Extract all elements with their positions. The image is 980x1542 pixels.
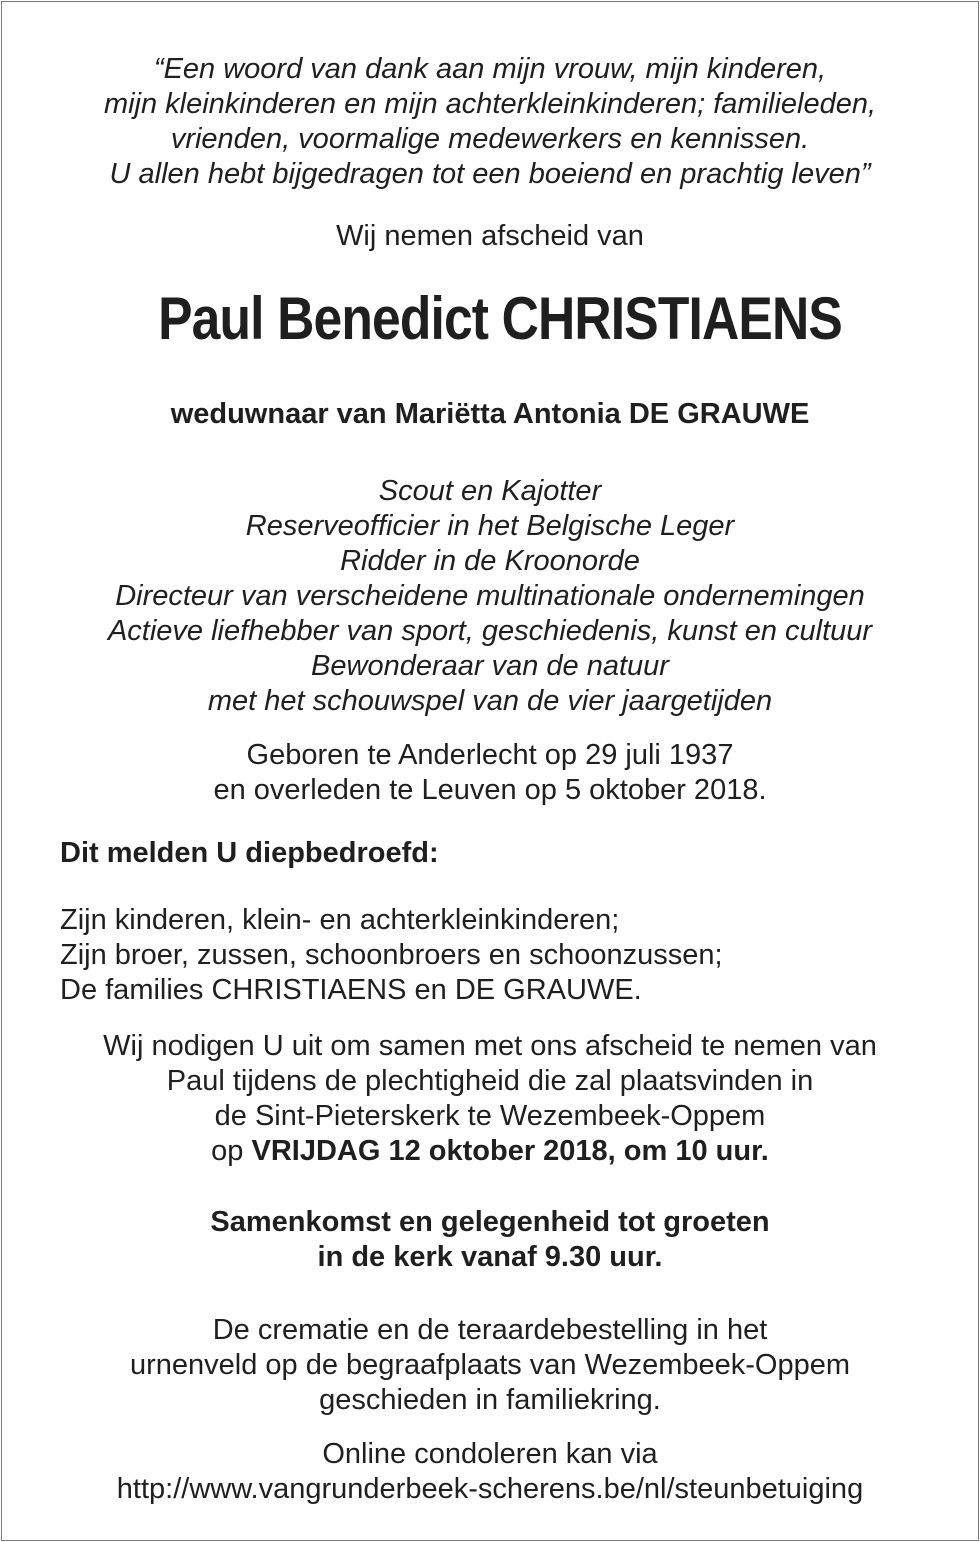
family-line: De families CHRISTIAENS en DE GRAUWE.: [60, 974, 642, 1006]
title-line: Bewonderaar van de natuur: [311, 650, 669, 682]
deceased-name: Paul Benedict CHRISTIAENS: [158, 285, 842, 352]
death-line: en overleden te Leuven op 5 oktober 2018.: [213, 774, 767, 806]
family-line: Zijn broer, zussen, schoonbroers en schoonzussen;: [60, 939, 723, 971]
cremation-info: [0, 1313, 980, 1418]
quote-line: vrienden, voormalige medewerkers en kennissen.: [170, 123, 810, 155]
gathering-line: in de kerk vanaf 9.30 uur.: [317, 1241, 663, 1273]
ceremony-invitation: [0, 1029, 980, 1169]
quote-line: mijn kleinkinderen en mijn achterkleinkinderen; familieleden,: [103, 88, 877, 120]
condolences-info: [0, 1437, 980, 1507]
gathering-line: Samenkomst en gelegenheid tot groeten: [210, 1206, 770, 1238]
cremation-line: geschieden in familiekring.: [319, 1384, 661, 1416]
ceremony-line: de Sint-Pieterskerk te Wezembeek-Oppem: [214, 1100, 766, 1132]
condolences-text: Online condoleren kan via: [322, 1438, 658, 1470]
title-line: Actieve liefhebber van sport, geschiedenis, kunst en cultuur: [107, 615, 873, 647]
quote-line: U allen hebt bijgedragen tot een boeiend en prachtig leven”: [109, 158, 871, 190]
announcement-heading: Dit melden U diepbedroefd:: [60, 837, 439, 869]
life-dates: [0, 738, 980, 808]
ceremony-date-prefix: op: [211, 1135, 252, 1167]
cremation-line: De crematie en de teraardebestelling in het: [212, 1314, 768, 1346]
intro-text: Wij nemen afscheid van: [336, 220, 644, 252]
title-line: met het schouwspel van de vier jaargetijden: [207, 685, 773, 717]
family-line: Zijn kinderen, klein- en achterkleinkinderen;: [60, 904, 620, 936]
cremation-line: urnenveld op de begraafplaats van Wezembeek-Oppem: [129, 1349, 851, 1381]
opening-quote: [0, 52, 980, 192]
spouse-line: weduwnaar van Mariëtta Antonia DE GRAUWE: [170, 398, 810, 430]
ceremony-date: VRIJDAG 12 oktober 2018, om 10 uur.: [251, 1135, 769, 1167]
title-line: Scout en Kajotter: [378, 475, 602, 507]
titles-list: [0, 474, 980, 719]
title-line: Directeur van verscheidene multinationale ondernemingen: [115, 580, 865, 612]
family-list: [60, 903, 940, 1008]
gathering-info: [0, 1205, 980, 1275]
title-line: Ridder in de Kroonorde: [340, 545, 640, 577]
quote-line: “Een woord van dank aan mijn vrouw, mijn kinderen,: [153, 53, 827, 85]
condolences-url: http://www.vangrunderbeek-scherens.be/nl/steunbetuiging: [116, 1473, 864, 1505]
ceremony-line: Wij nodigen U uit om samen met ons afscheid te nemen van: [103, 1030, 877, 1062]
birth-line: Geboren te Anderlecht op 29 juli 1937: [246, 739, 734, 771]
ceremony-line: Paul tijdens de plechtigheid die zal plaatsvinden in: [166, 1065, 814, 1097]
ceremony-date-line: [0, 1134, 980, 1169]
title-line: Reserveofficier in het Belgische Leger: [245, 510, 735, 542]
